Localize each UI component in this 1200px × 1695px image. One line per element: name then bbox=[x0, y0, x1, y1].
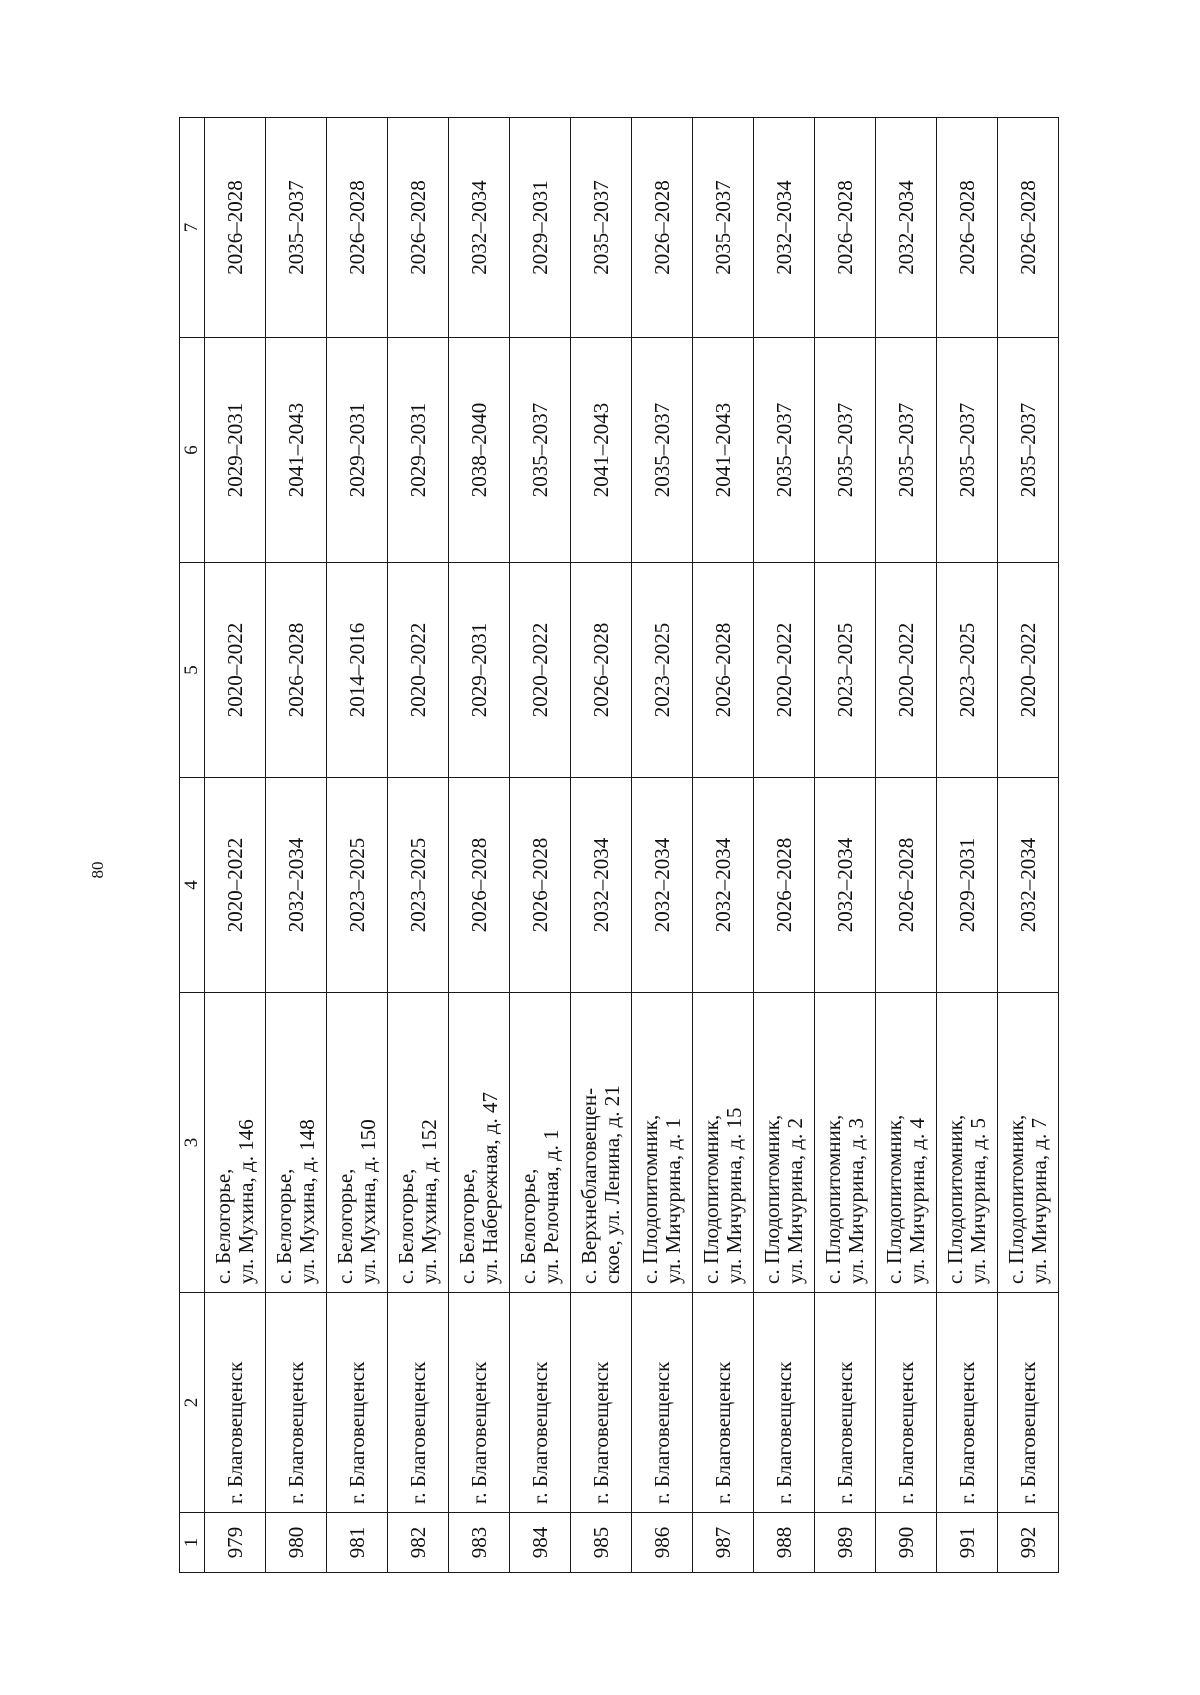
row-period-col-7: 2035–2037 bbox=[571, 118, 632, 338]
table-row bbox=[937, 118, 998, 1573]
row-address-line-1: с. Плодопитомник, bbox=[699, 1114, 723, 1284]
row-address-line-2: ское, ул. Ленина, д. 21 bbox=[600, 1085, 624, 1284]
row-number: 987 bbox=[693, 1513, 754, 1573]
row-address-line-2: ул. Мичурина, д. 2 bbox=[783, 1117, 807, 1284]
table-row bbox=[754, 118, 815, 1573]
row-city: г. Благовещенск bbox=[449, 1293, 510, 1513]
row-address-line-1: с. Плодопитомник, bbox=[638, 1114, 662, 1284]
row-address bbox=[693, 993, 754, 1293]
row-number: 980 bbox=[266, 1513, 327, 1573]
row-period-col-7: 2035–2037 bbox=[266, 118, 327, 338]
row-address-line-1: с. Белогорье, bbox=[211, 1168, 235, 1284]
row-address-line-2: ул. Мичурина, д. 4 bbox=[905, 1117, 929, 1284]
row-address-line-1: с. Плодопитомник, bbox=[821, 1114, 845, 1284]
row-period-col-6: 2038–2040 bbox=[449, 338, 510, 563]
row-period-col-4: 2026–2028 bbox=[754, 778, 815, 993]
header-col-2: 2 bbox=[180, 1293, 205, 1513]
table-row bbox=[388, 118, 449, 1573]
row-period-col-6: 2035–2037 bbox=[937, 338, 998, 563]
row-period-col-6: 2035–2037 bbox=[632, 338, 693, 563]
row-period-col-4: 2032–2034 bbox=[571, 778, 632, 993]
row-period-col-7: 2026–2028 bbox=[937, 118, 998, 338]
row-city: г. Благовещенск bbox=[937, 1293, 998, 1513]
row-period-col-5: 2020–2022 bbox=[388, 563, 449, 778]
row-city: г. Благовещенск bbox=[571, 1293, 632, 1513]
row-address-line-1: с. Плодопитомник, bbox=[943, 1114, 967, 1284]
row-period-col-4: 2032–2034 bbox=[266, 778, 327, 993]
row-period-col-4: 2023–2025 bbox=[327, 778, 388, 993]
row-number: 986 bbox=[632, 1513, 693, 1573]
row-period-col-7: 2026–2028 bbox=[998, 118, 1059, 338]
row-period-col-5: 2020–2022 bbox=[205, 563, 266, 778]
row-address-line-2: ул. Релочная, д. 1 bbox=[539, 1129, 563, 1284]
row-period-col-5: 2020–2022 bbox=[510, 563, 571, 778]
row-address bbox=[266, 993, 327, 1293]
row-city: г. Благовещенск bbox=[388, 1293, 449, 1513]
row-number: 985 bbox=[571, 1513, 632, 1573]
row-period-col-7: 2035–2037 bbox=[693, 118, 754, 338]
row-period-col-6: 2029–2031 bbox=[327, 338, 388, 563]
row-period-col-7: 2032–2034 bbox=[876, 118, 937, 338]
row-number: 982 bbox=[388, 1513, 449, 1573]
row-period-col-5: 2020–2022 bbox=[998, 563, 1059, 778]
row-address-line-2: ул. Мухина, д. 146 bbox=[234, 1119, 258, 1284]
table-row bbox=[693, 118, 754, 1573]
row-number: 981 bbox=[327, 1513, 388, 1573]
row-period-col-5: 2029–2031 bbox=[449, 563, 510, 778]
row-period-col-4: 2032–2034 bbox=[998, 778, 1059, 993]
row-period-col-5: 2014–2016 bbox=[327, 563, 388, 778]
table-row bbox=[327, 118, 388, 1573]
row-address-line-2: ул. Мухина, д. 152 bbox=[417, 1119, 441, 1284]
row-address bbox=[571, 993, 632, 1293]
page-number: 80 bbox=[88, 861, 107, 879]
row-address bbox=[815, 993, 876, 1293]
row-address-line-1: с. Верхнеблаговещен- bbox=[577, 1087, 601, 1284]
row-period-col-7: 2029–2031 bbox=[510, 118, 571, 338]
header-col-3: 3 bbox=[180, 993, 205, 1293]
row-city: г. Благовещенск bbox=[998, 1293, 1059, 1513]
row-period-col-4: 2026–2028 bbox=[876, 778, 937, 993]
row-number: 989 bbox=[815, 1513, 876, 1573]
header-col-1: 1 bbox=[180, 1513, 205, 1573]
registry-table-container bbox=[179, 118, 1053, 1573]
row-address-line-1: с. Белогорье, bbox=[455, 1168, 479, 1284]
row-city: г. Благовещенск bbox=[876, 1293, 937, 1513]
row-city: г. Благовещенск bbox=[266, 1293, 327, 1513]
row-address-line-2: ул. Мичурина, д. 1 bbox=[661, 1117, 685, 1284]
registry-table bbox=[179, 117, 1059, 1573]
row-period-col-7: 2026–2028 bbox=[388, 118, 449, 338]
row-period-col-5: 2020–2022 bbox=[754, 563, 815, 778]
row-address bbox=[449, 993, 510, 1293]
row-address bbox=[327, 993, 388, 1293]
row-address-line-1: с. Белогорье, bbox=[516, 1168, 540, 1284]
row-address-line-2: ул. Мухина, д. 148 bbox=[295, 1119, 319, 1284]
row-period-col-7: 2026–2028 bbox=[327, 118, 388, 338]
row-period-col-4: 2026–2028 bbox=[449, 778, 510, 993]
row-period-col-6: 2029–2031 bbox=[388, 338, 449, 563]
table-row bbox=[876, 118, 937, 1573]
table-row bbox=[205, 118, 266, 1573]
table-header bbox=[180, 118, 205, 1573]
row-address bbox=[754, 993, 815, 1293]
row-period-col-5: 2023–2025 bbox=[937, 563, 998, 778]
row-address-line-2: ул. Мичурина, д. 7 bbox=[1027, 1117, 1051, 1284]
row-address-line-2: ул. Мухина, д. 150 bbox=[356, 1119, 380, 1284]
row-period-col-4: 2023–2025 bbox=[388, 778, 449, 993]
row-period-col-4: 2029–2031 bbox=[937, 778, 998, 993]
row-city: г. Благовещенск bbox=[815, 1293, 876, 1513]
row-period-col-4: 2032–2034 bbox=[632, 778, 693, 993]
row-period-col-6: 2035–2037 bbox=[998, 338, 1059, 563]
table-row bbox=[571, 118, 632, 1573]
header-col-4: 4 bbox=[180, 778, 205, 993]
row-address-line-1: с. Белогорье, bbox=[333, 1168, 357, 1284]
row-period-col-5: 2023–2025 bbox=[632, 563, 693, 778]
table-row bbox=[266, 118, 327, 1573]
row-address-line-2: ул. Мичурина, д. 15 bbox=[722, 1107, 746, 1284]
row-address-line-1: с. Плодопитомник, bbox=[760, 1114, 784, 1284]
header-col-5: 5 bbox=[180, 563, 205, 778]
row-city: г. Благовещенск bbox=[205, 1293, 266, 1513]
header-col-7: 7 bbox=[180, 118, 205, 338]
row-city: г. Благовещенск bbox=[510, 1293, 571, 1513]
row-number: 979 bbox=[205, 1513, 266, 1573]
row-address bbox=[510, 993, 571, 1293]
row-period-col-6: 2035–2037 bbox=[876, 338, 937, 563]
row-address bbox=[937, 993, 998, 1293]
row-period-col-5: 2023–2025 bbox=[815, 563, 876, 778]
row-address bbox=[205, 993, 266, 1293]
row-period-col-4: 2020–2022 bbox=[205, 778, 266, 993]
row-period-col-4: 2032–2034 bbox=[815, 778, 876, 993]
row-number: 991 bbox=[937, 1513, 998, 1573]
row-number: 983 bbox=[449, 1513, 510, 1573]
row-period-col-6: 2041–2043 bbox=[266, 338, 327, 563]
table-row bbox=[449, 118, 510, 1573]
row-address-line-2: ул. Мичурина, д. 3 bbox=[844, 1117, 868, 1284]
row-address-line-1: с. Белогорье, bbox=[394, 1168, 418, 1284]
row-address bbox=[632, 993, 693, 1293]
row-address-line-1: с. Плодопитомник, bbox=[1004, 1114, 1028, 1284]
row-period-col-6: 2041–2043 bbox=[693, 338, 754, 563]
row-period-col-5: 2026–2028 bbox=[571, 563, 632, 778]
row-number: 990 bbox=[876, 1513, 937, 1573]
row-address-line-1: с. Плодопитомник, bbox=[882, 1114, 906, 1284]
row-period-col-6: 2041–2043 bbox=[571, 338, 632, 563]
row-period-col-7: 2026–2028 bbox=[205, 118, 266, 338]
row-city: г. Благовещенск bbox=[693, 1293, 754, 1513]
row-period-col-6: 2035–2037 bbox=[754, 338, 815, 563]
row-period-col-7: 2026–2028 bbox=[815, 118, 876, 338]
row-period-col-7: 2032–2034 bbox=[754, 118, 815, 338]
row-period-col-5: 2026–2028 bbox=[266, 563, 327, 778]
row-number: 988 bbox=[754, 1513, 815, 1573]
row-address-line-2: ул. Набережная, д. 47 bbox=[478, 1091, 502, 1284]
table-body bbox=[205, 118, 1059, 1573]
table-row bbox=[510, 118, 571, 1573]
row-period-col-6: 2035–2037 bbox=[510, 338, 571, 563]
row-period-col-7: 2032–2034 bbox=[449, 118, 510, 338]
row-address-line-2: ул. Мичурина, д. 5 bbox=[966, 1117, 990, 1284]
row-period-col-5: 2026–2028 bbox=[693, 563, 754, 778]
row-period-col-5: 2020–2022 bbox=[876, 563, 937, 778]
table-row bbox=[632, 118, 693, 1573]
row-period-col-6: 2029–2031 bbox=[205, 338, 266, 563]
header-col-6: 6 bbox=[180, 338, 205, 563]
row-address bbox=[388, 993, 449, 1293]
row-number: 984 bbox=[510, 1513, 571, 1573]
row-city: г. Благовещенск bbox=[754, 1293, 815, 1513]
row-city: г. Благовещенск bbox=[632, 1293, 693, 1513]
row-address-line-1: с. Белогорье, bbox=[272, 1168, 296, 1284]
row-period-col-4: 2032–2034 bbox=[693, 778, 754, 993]
row-period-col-7: 2026–2028 bbox=[632, 118, 693, 338]
row-city: г. Благовещенск bbox=[327, 1293, 388, 1513]
table-row bbox=[815, 118, 876, 1573]
row-period-col-6: 2035–2037 bbox=[815, 338, 876, 563]
row-number: 992 bbox=[998, 1513, 1059, 1573]
row-period-col-4: 2026–2028 bbox=[510, 778, 571, 993]
table-row bbox=[998, 118, 1059, 1573]
header-row bbox=[180, 118, 205, 1573]
row-address bbox=[998, 993, 1059, 1293]
row-address bbox=[876, 993, 937, 1293]
